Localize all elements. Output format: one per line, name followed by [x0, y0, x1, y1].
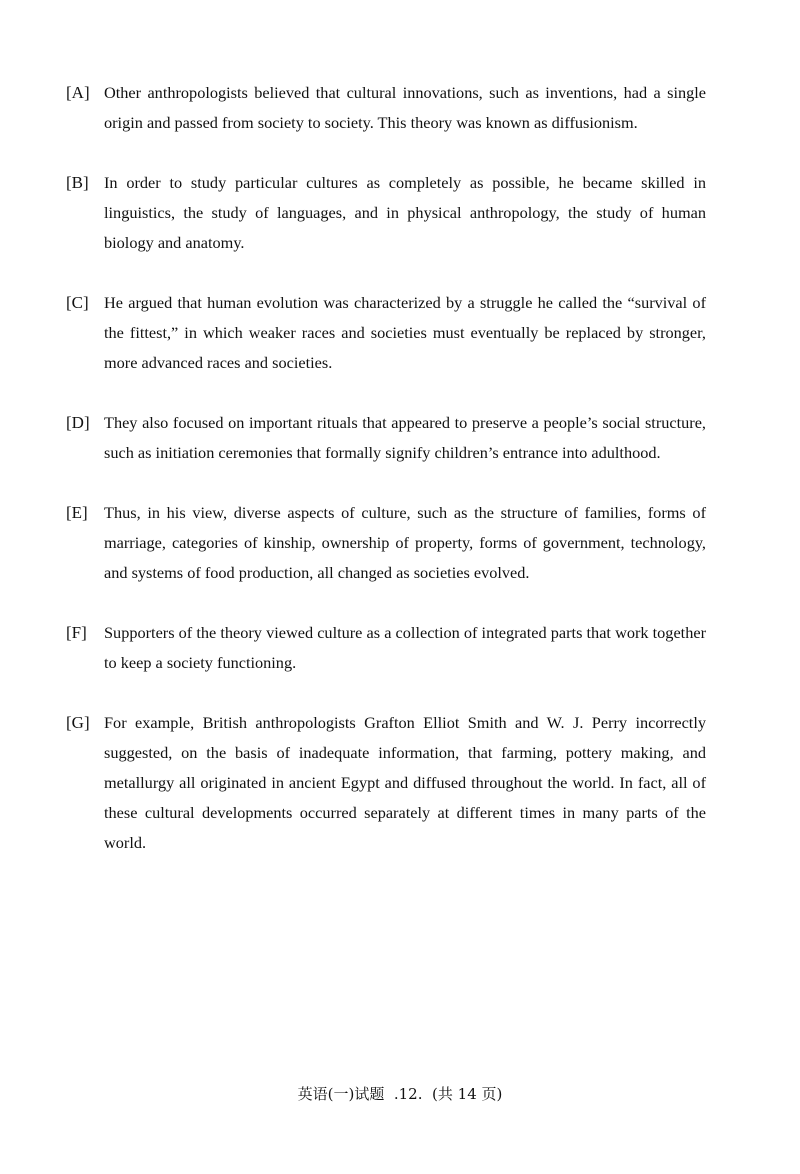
option-letter: [G] [66, 713, 90, 732]
option-letter: [B] [66, 173, 89, 192]
footer-page-total: (共 14 页) [432, 1085, 503, 1103]
option-text: For example, British anthropologists Grafton Elliot Smith and W. J. Perry incorrectly suggested, on the basis of inadequate information, that farming, pottery making, and metallurgy all originated in ancient Egypt and diffused throughout the world. In fact, all of these cultural developments occurred separately at different times in many parts of the world. [104, 713, 706, 852]
option-letter: [C] [66, 293, 89, 312]
page-footer [0, 1084, 800, 1104]
option-b [66, 168, 706, 258]
option-list [66, 78, 706, 888]
option-text: In order to study particular cultures as completely as possible, he became skilled in linguistics, the study of languages, and in physical anthropology, the study of human biology and anatomy. [104, 173, 706, 252]
option-text: Supporters of the theory viewed culture as a collection of integrated parts that work together to keep a society functioning. [104, 623, 706, 672]
option-letter: [A] [66, 83, 90, 102]
option-f [66, 618, 706, 678]
option-letter: [F] [66, 623, 87, 642]
option-text: Other anthropologists believed that cultural innovations, such as inventions, had a single origin and passed from society to society. This theory was known as diffusionism. [104, 83, 706, 132]
option-g [66, 708, 706, 858]
option-text: He argued that human evolution was characterized by a struggle he called the “survival of the fittest,” in which weaker races and societies must eventually be replaced by stronger, more advanced races and societies. [104, 293, 706, 372]
option-a [66, 78, 706, 138]
footer-subject: 英语(一)试题 [297, 1085, 385, 1103]
option-c [66, 288, 706, 378]
option-text: They also focused on important rituals that appeared to preserve a people’s social structure, such as initiation ceremonies that formally signify children’s entrance into adulthood. [104, 413, 706, 462]
option-letter: [E] [66, 503, 88, 522]
option-text: Thus, in his view, diverse aspects of culture, such as the structure of families, forms of marriage, categories of kinship, ownership of property, forms of government, technology, and systems of food production, all changed as societies evolved. [104, 503, 706, 582]
option-d [66, 408, 706, 468]
footer-page-number: .12. [393, 1085, 423, 1103]
option-e [66, 498, 706, 588]
option-letter: [D] [66, 413, 90, 432]
